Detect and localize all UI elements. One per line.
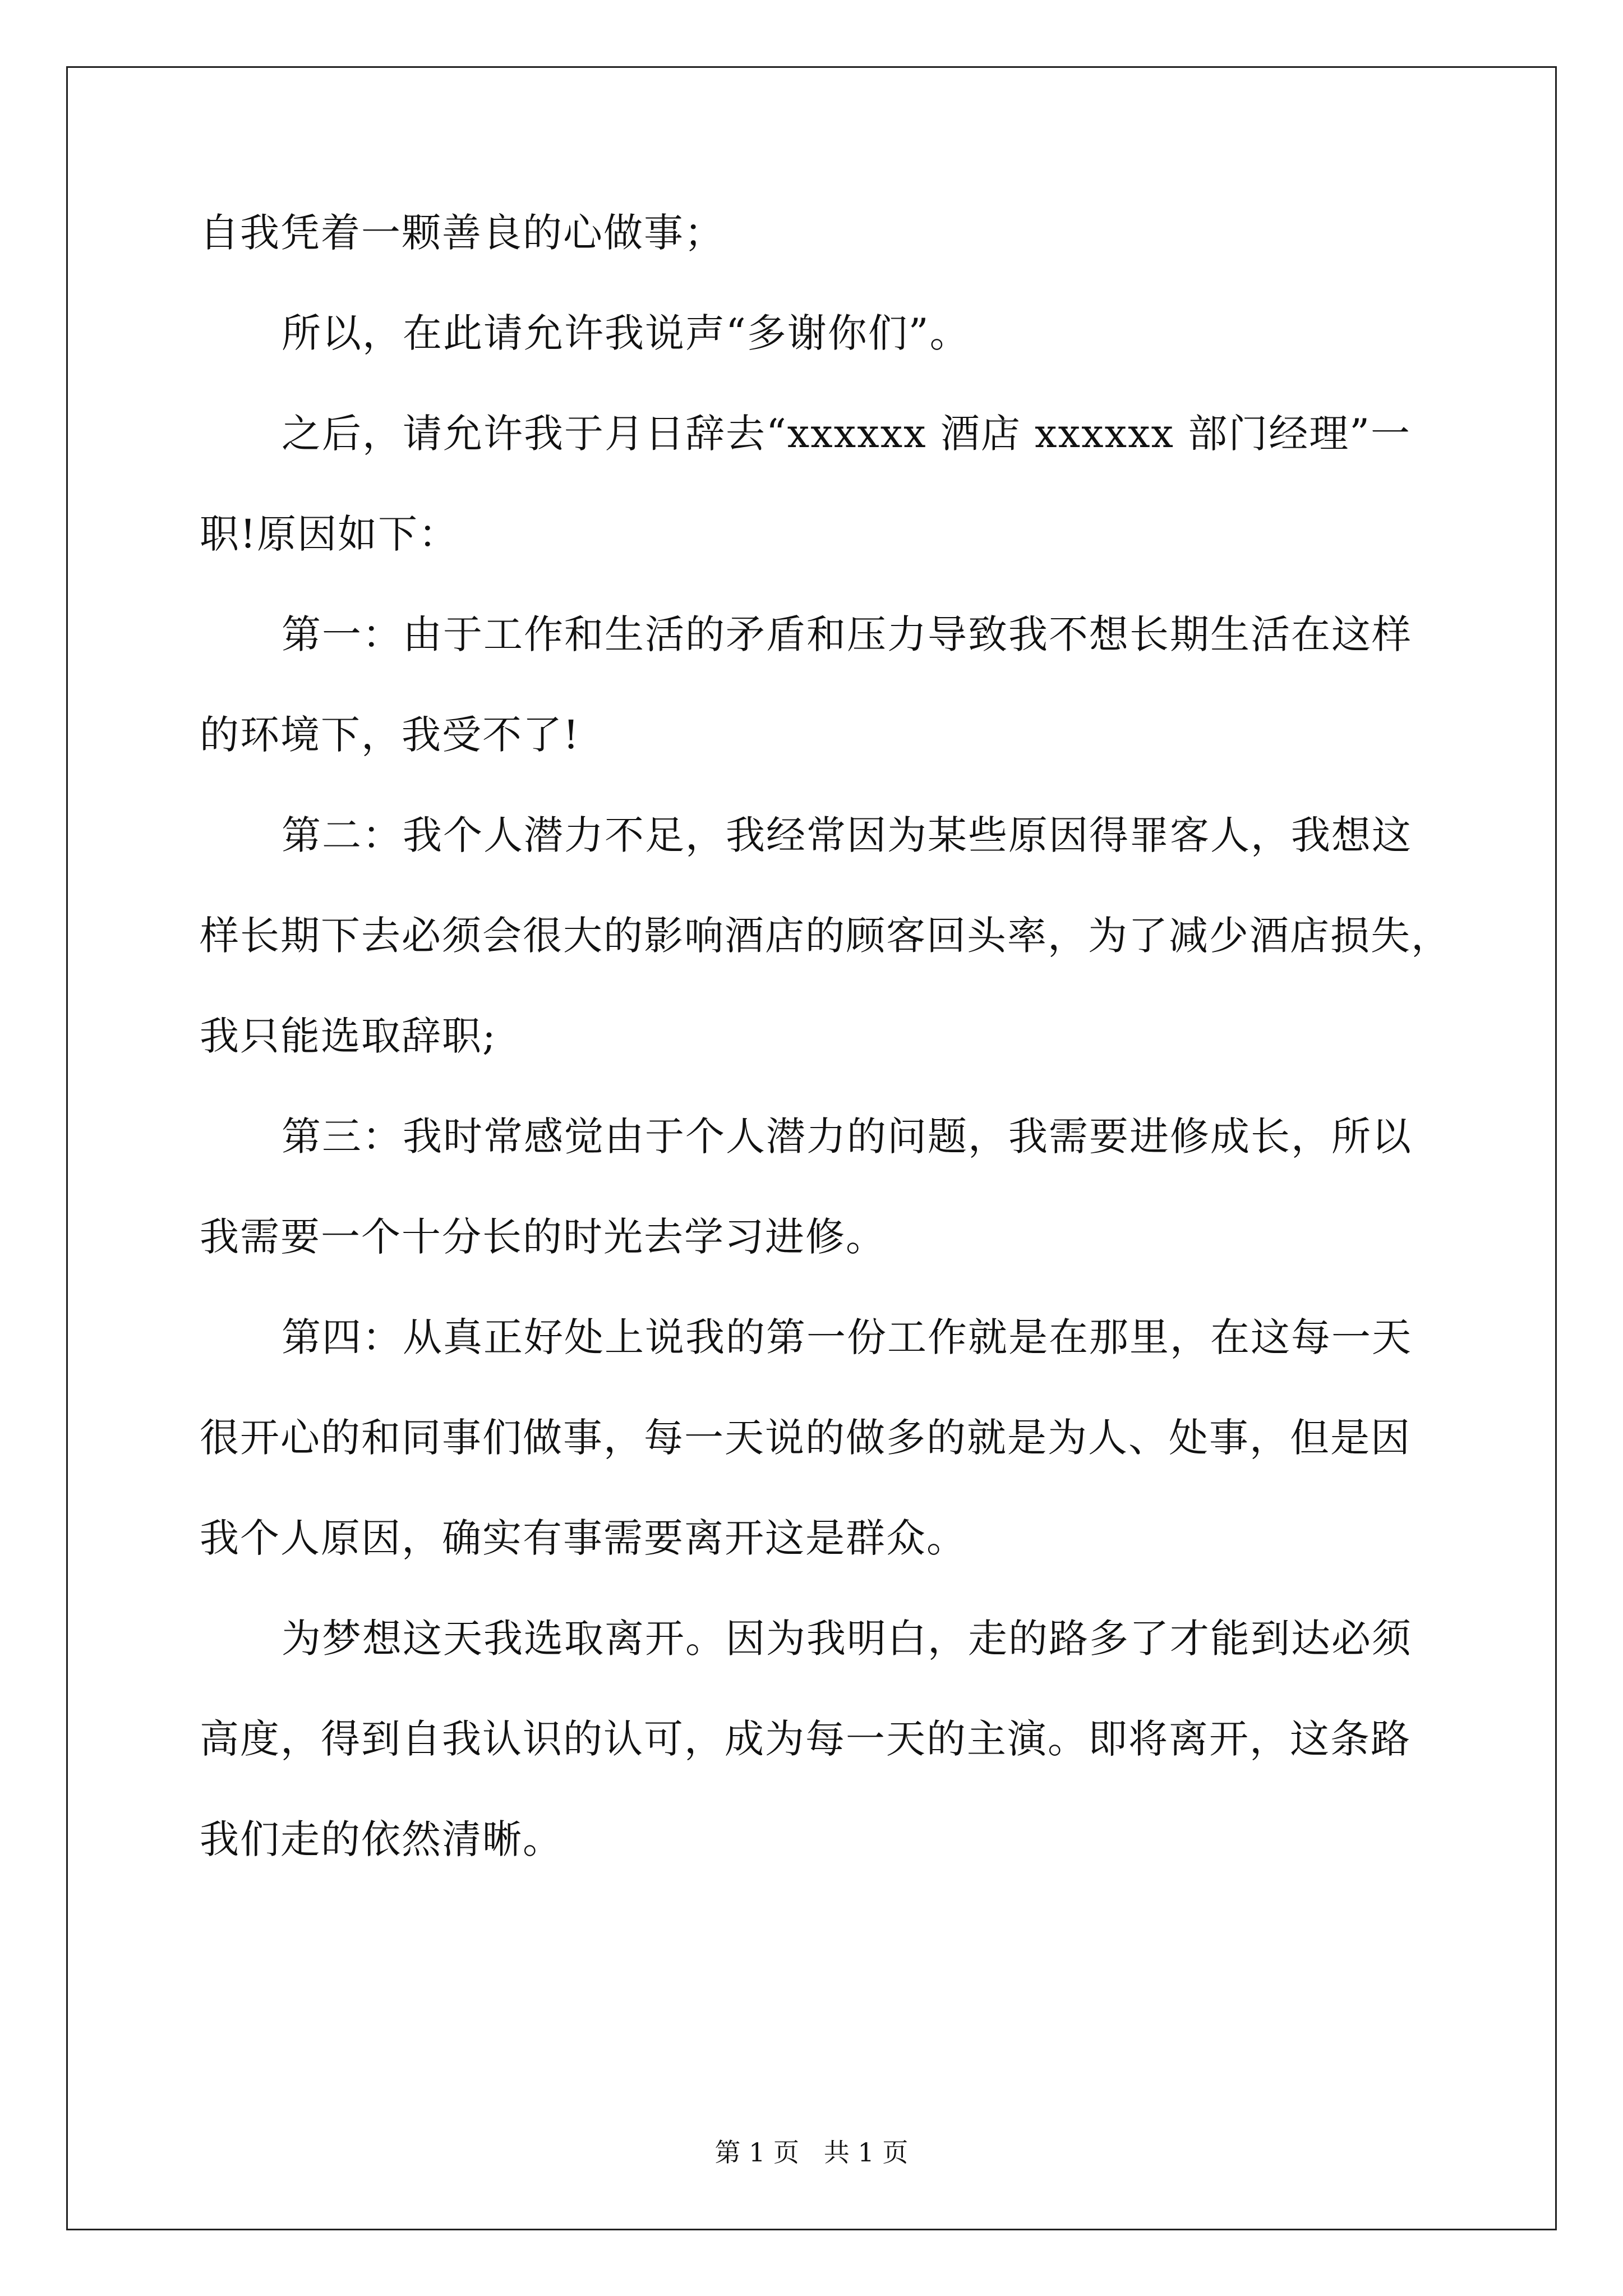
text-line: 我需要一个十分长的时光去学习进修。 [200,1214,886,1260]
text-line: 我个人原因，确实有事需要离开这是群众。 [200,1515,967,1561]
text-line: 之后，请允许我于月日辞去“xxxxxx 酒店 xxxxxx 部门经理”一 [282,411,1412,457]
text-line: 的环境下，我受不了! [200,712,580,758]
text-line: 我们走的依然清晰。 [200,1816,563,1862]
text-line: 第三：我时常感觉由于个人潜力的问题，我需要进修成长，所以 [282,1114,1412,1159]
text-line: 样长期下去必须会很大的影响酒店的顾客回头率，为了减少酒店损失， [200,913,1451,959]
text-line: 所以，在此请允许我说声“多谢你们”。 [282,310,970,356]
text-line: 职!原因如下： [200,511,459,557]
text-line: 为梦想这天我选取离开。因为我明白，走的路多了才能到达必须 [282,1616,1412,1662]
text-line: 第四：从真正好处上说我的第一份工作就是在那里，在这每一天 [282,1314,1412,1360]
text-line: 很开心的和同事们做事，每一天说的做多的就是为人、处事，但是因 [200,1415,1411,1461]
page-number-footer: 第 1 页 共 1 页 [714,2137,909,2168]
text-line: 我只能选取辞职; [200,1013,497,1059]
text-line: 自我凭着一颗善良的心做事； [200,210,725,256]
text-line: 高度，得到自我认识的认可，成为每一天的主演。即将离开，这条路 [200,1716,1411,1762]
text-line: 第一：由于工作和生活的矛盾和压力导致我不想长期生活在这样 [282,611,1412,657]
text-line: 第二：我个人潜力不足，我经常因为某些原因得罪客人，我想这 [282,812,1412,858]
